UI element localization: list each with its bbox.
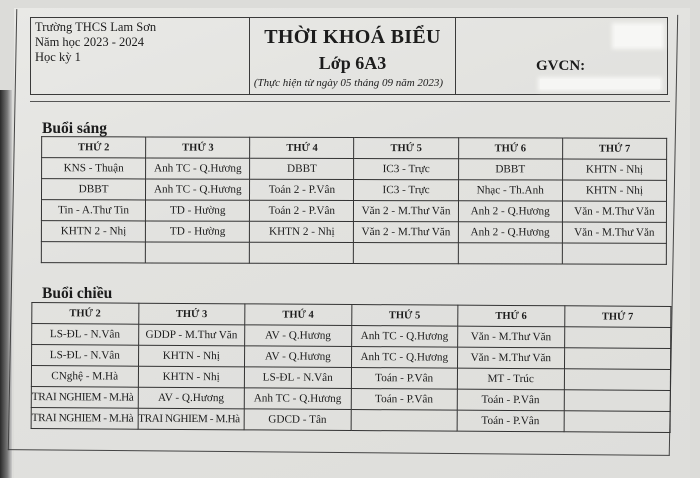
lesson-cell: GDDP - M.Thư Văn [138, 324, 245, 346]
lesson-cell: DBBT [458, 159, 562, 180]
table-row [42, 158, 667, 181]
header-separator [30, 101, 670, 102]
lesson-cell: Toán 2 - P.Vân [250, 179, 354, 200]
day-header: THỨ 7 [564, 306, 671, 328]
lesson-cell: KHTN 2 - Nhị [41, 221, 145, 242]
lesson-cell: TD - Hường [146, 200, 250, 221]
school-year: Năm học 2023 - 2024 [35, 35, 145, 49]
day-header: THỨ 5 [354, 138, 458, 159]
header-row [42, 137, 667, 160]
lesson-cell: Văn - M.Thư Văn [562, 222, 666, 243]
lesson-cell: IC3 - Trực [354, 159, 458, 180]
lesson-cell: Tin - A.Thư Tin [41, 200, 145, 221]
lesson-cell: Anh 2 - Q.Hương [458, 222, 562, 243]
lesson-cell [564, 369, 671, 391]
day-header: THỨ 7 [562, 138, 666, 159]
effective-date-note: (Thực hiện từ ngày 05 tháng 09 năm 2023) [253, 77, 444, 89]
lesson-cell: TD - Hường [146, 221, 250, 242]
table-row [41, 242, 666, 265]
afternoon-body [31, 324, 671, 433]
lesson-cell: DBBT [250, 158, 354, 179]
teacher-info [456, 18, 667, 94]
lesson-cell: LS-ĐL - N.Vân [244, 367, 351, 389]
afternoon-title: Buổi chiều [42, 285, 113, 302]
day-header: THỨ 4 [250, 137, 354, 158]
lesson-cell: GDCD - Tân [244, 409, 351, 431]
lesson-cell: TRAI NGHIEM - M.Hà [31, 408, 138, 430]
lesson-cell: KHTN - Nhị [138, 345, 245, 367]
lesson-cell: TRAI NGHIEM - M.Hà [138, 408, 245, 430]
day-header: THỨ 6 [458, 305, 565, 327]
lesson-cell [564, 390, 671, 412]
class-label: Lớp 6A3 [318, 53, 387, 73]
day-header: THỨ 2 [32, 303, 139, 325]
semester: Học kỳ 1 [35, 50, 81, 64]
lesson-cell: AV - Q.Hương [245, 325, 352, 347]
lesson-cell: Toán - P.Vân [457, 389, 564, 411]
lesson-cell [351, 409, 458, 431]
lesson-cell: Nhạc - Th.Anh [458, 180, 562, 201]
lesson-cell [564, 411, 671, 433]
lesson-cell: Anh TC - Q.Hương [146, 158, 250, 179]
lesson-cell: IC3 - Trực [354, 179, 458, 200]
lesson-cell: Văn - M.Thư Văn [457, 347, 564, 369]
lesson-cell: MT - Trúc [457, 368, 564, 390]
lesson-cell [41, 242, 145, 263]
lesson-cell: CNghệ - M.Hà [31, 366, 138, 388]
lesson-cell: Văn 2 - M.Thư Văn [354, 221, 458, 242]
lesson-cell: DBBT [42, 179, 146, 200]
table-row [31, 408, 670, 433]
morning-title: Buổi sáng [42, 120, 108, 137]
lesson-cell: Văn 2 - M.Thư Văn [354, 200, 458, 221]
lesson-cell: KHTN - Nhị [562, 159, 666, 180]
document-header [30, 17, 668, 95]
lesson-cell: TRAI NGHIEM - M.Hà [31, 387, 138, 409]
lesson-cell [354, 242, 458, 263]
lesson-cell [458, 243, 562, 264]
lesson-cell: Anh 2 - Q.Hương [458, 201, 562, 222]
table-row [41, 200, 666, 223]
lesson-cell: LS-ĐL - N.Vân [32, 345, 139, 367]
lesson-cell: Anh TC - Q.Hương [146, 179, 250, 200]
lesson-cell: Toán - P.Vân [351, 388, 458, 410]
gvcn-label: GVCN: [536, 58, 586, 74]
lesson-cell [564, 348, 671, 370]
lesson-cell: Anh TC - Q.Hương [244, 388, 351, 410]
lesson-cell: KNS - Thuận [42, 158, 146, 179]
lesson-cell: KHTN - Nhị [138, 366, 245, 388]
lesson-cell [250, 242, 354, 263]
day-header: THỨ 3 [146, 137, 250, 158]
title-block [250, 18, 456, 94]
lesson-cell: Anh TC - Q.Hương [351, 347, 458, 369]
table-row [41, 221, 666, 244]
lesson-cell: Toán 2 - P.Vân [250, 200, 354, 221]
redacted-area [615, 26, 661, 46]
lesson-cell: Toán - P.Vân [351, 368, 458, 390]
day-header: THỨ 2 [42, 137, 146, 158]
school-info [31, 18, 250, 94]
morning-body [41, 158, 666, 265]
lesson-cell: KHTN - Nhị [562, 180, 666, 201]
lesson-cell [145, 242, 249, 263]
lesson-cell: Văn - M.Thư Văn [562, 201, 666, 222]
lesson-cell: Anh TC - Q.Hương [351, 326, 458, 348]
lesson-cell: Văn - M.Thư Văn [458, 326, 565, 348]
document-title: THỜI KHOÁ BIỂU [264, 26, 441, 48]
lesson-cell: AV - Q.Hương [245, 346, 352, 368]
lesson-cell [562, 243, 666, 264]
homeroom-teacher [536, 58, 667, 92]
lesson-cell [564, 327, 671, 349]
lesson-cell: Toán - P.Vân [457, 410, 564, 432]
table-row [42, 179, 667, 202]
day-header: THỨ 6 [458, 138, 562, 159]
lesson-cell: KHTN 2 - Nhị [250, 221, 354, 242]
afternoon-timetable [31, 302, 672, 433]
lesson-cell: AV - Q.Hương [138, 387, 245, 409]
day-header: THỨ 5 [351, 305, 458, 327]
morning-timetable [41, 136, 667, 265]
redacted-teacher-name [540, 79, 660, 89]
day-header: THỨ 4 [245, 304, 352, 326]
lesson-cell: LS-ĐL - N.Vân [32, 324, 139, 346]
school-name: Trường THCS Lam Sơn [35, 20, 157, 34]
day-header: THỨ 3 [138, 303, 245, 325]
